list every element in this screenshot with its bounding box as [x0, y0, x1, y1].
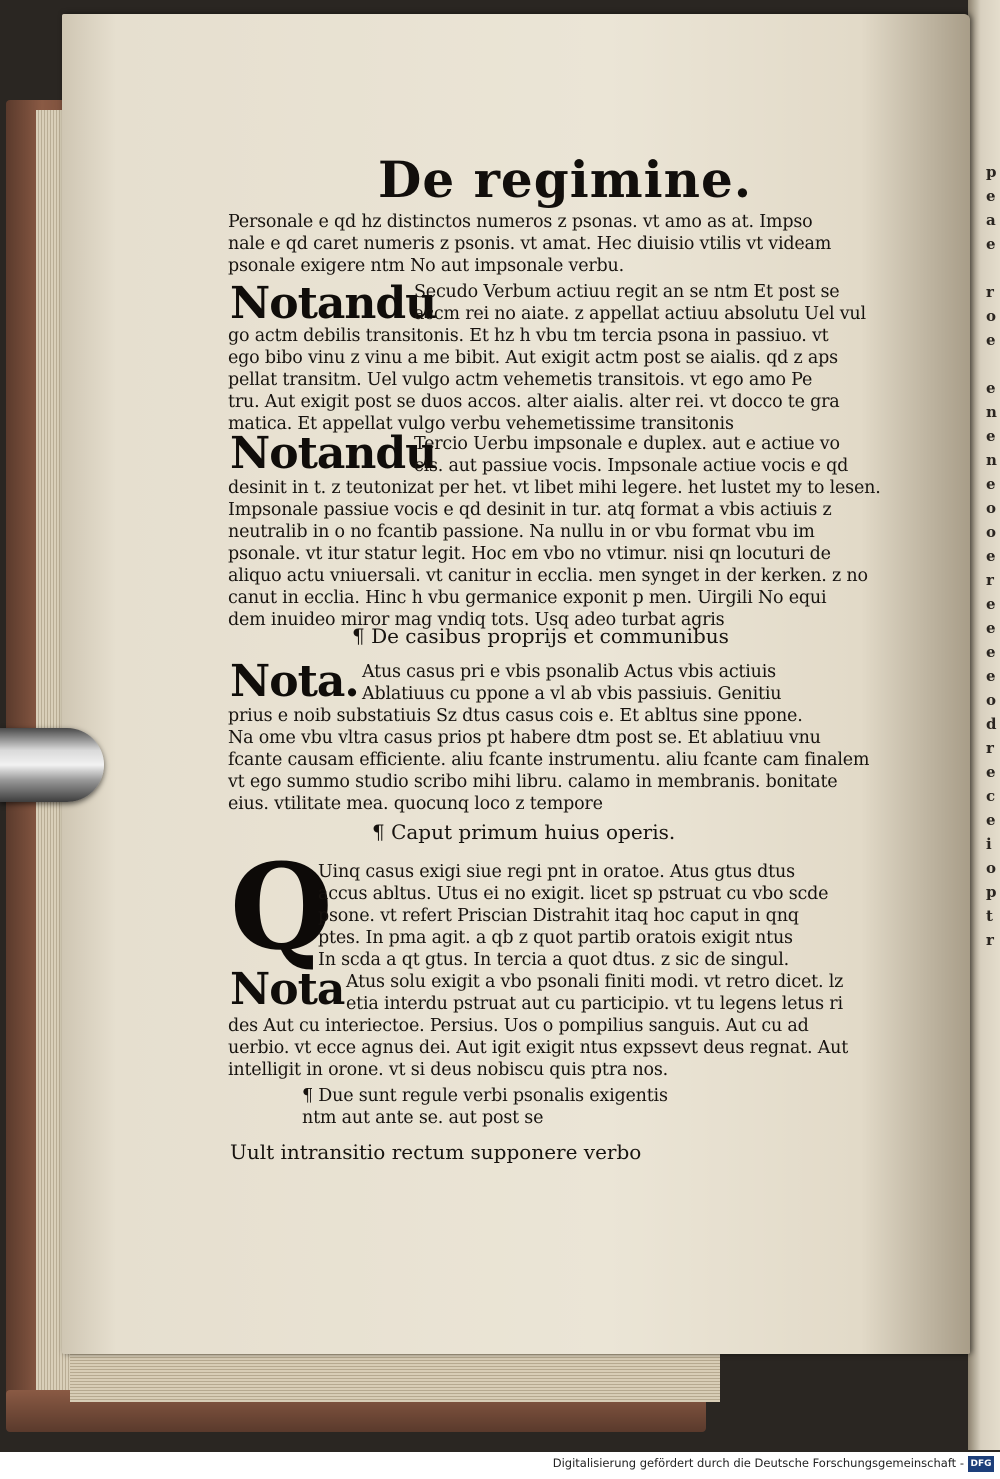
dfg-logo: DFG [968, 1456, 994, 1472]
section-heading-caput: ¶ Caput primum huius operis. [372, 820, 676, 844]
facing-page-text: p e a e r o e e n e n e o o e r e e e e o d r e c e i o p t r [986, 163, 997, 949]
text-line: neutralib in o no fcantib passione. Na nullu in or vbu format vbu im [228, 522, 815, 542]
nota-heading-2: Nota [230, 964, 345, 1015]
text-line: psonale. vt itur statur legit. Hoc em vbo no vtimur. nisi qn locuturi de [228, 544, 831, 564]
text-line: intelligit in orone. vt si deus nobiscu quis ptra nos. [228, 1060, 669, 1080]
text-line: matica. Et appellat vulgo verbu vehemetissime transitonis [228, 414, 734, 434]
verse-line: Uult intransitio rectum supponere verbo [230, 1140, 642, 1164]
text-line: eius. vtilitate mea. quocunq loco z tempore [228, 794, 603, 814]
text-line: Ablatiuus cu ppone a vl ab vbis passiuis. Genitiu [362, 684, 782, 704]
text-line: go actm debilis transitonis. Et hz h vbu tm tercia psona in passiuo. vt [228, 326, 829, 346]
text-line: nale e qd caret numeris z psonis. vt amat. Hec diuisio vtilis vt videam [228, 234, 832, 254]
text-line: cis. aut passiue vocis. Impsonale actiue vocis e qd [414, 456, 849, 476]
text-line: Tercio Uerbu impsonale e duplex. aut e actiue vo [414, 434, 840, 454]
text-line: uerbio. vt ecce agnus dei. Aut igit exigit ntus expssevt deus regnat. Aut [228, 1038, 849, 1058]
text-line: Atus casus pri e vbis psonalib Actus vbis actiuis [362, 662, 776, 682]
text-line: ntm aut ante se. aut post se [302, 1108, 544, 1128]
text-line: canut in ecclia. Hinc h vbu germanice exponit p men. Uirgili No equi [228, 588, 827, 608]
text-line: fcante causam efficiente. aliu fcante instrumentu. aliu fcante cam finalem [228, 750, 870, 770]
text-line: psone. vt refert Priscian Distrahit itaq hoc caput in qnq [318, 906, 799, 926]
text-line: psonale exigere ntm No aut impsonale verbu. [228, 256, 624, 276]
text-line: Secudo Verbum actiuu regit an se ntm Et post se [414, 282, 840, 302]
text-line: accus abltus. Utus ei no exigit. licet sp pstruat cu vbo scde [318, 884, 829, 904]
notandum-heading-2: Notandu [230, 428, 437, 479]
text-line: Personale e qd hz distinctos numeros z psonas. vt amo as at. Impso [228, 212, 813, 232]
text-line: etia interdu pstruat aut cu participio. vt tu legens letus ri [346, 994, 843, 1014]
section-heading-casibus: ¶ De casibus proprijs et communibus [352, 624, 729, 648]
page-heading: De regimine. [378, 150, 753, 209]
text-line: dem inuideo miror mag vndiq tots. Usq adeo turbat agris [228, 610, 725, 630]
text-line: In scda a qt gtus. In tercia a quot dtus. z sic de singul. [318, 950, 789, 970]
text-line: tru. Aut exigit post se duos accos. alter aialis. alter rei. vt docco te gra [228, 392, 840, 412]
text-line: aliquo actu vniuersali. vt canitur in ecclia. men synget in der kerken. z no [228, 566, 868, 586]
text-line: ego bibo vinu z vinu a me bibit. Aut exigit actm post se aialis. qd z aps [228, 348, 838, 368]
text-line: Uinq casus exigi siue regi pnt in oratoe. Atus gtus dtus [318, 862, 795, 882]
text-line: ptes. In pma agit. a qb z quot partib oratois exigit ntus [318, 928, 793, 948]
text-line: Na ome vbu vltra casus prios pt habere dtm post se. Et ablatiuu vnu [228, 728, 821, 748]
text-line: prius e noib substatiuis Sz dtus casus cois e. Et abltus sine ppone. [228, 706, 803, 726]
initial-letter-q: Q [230, 837, 333, 976]
nota-heading-1: Nota. [230, 656, 359, 707]
text-line: ¶ Due sunt regule verbi psonalis exigentis [302, 1086, 668, 1106]
bookmark-clip [0, 728, 104, 802]
text-line: Atus solu exigit a vbo psonali finiti modi. vt retro dicet. lz [346, 972, 844, 992]
text-line: Impsonale passiue vocis e qd desinit in tur. atq format a vbis actiuis z [228, 500, 832, 520]
text-line: vt ego summo studio scribo mihi libru. calamo in membranis. bonitate [228, 772, 838, 792]
text-line: des Aut cu interiectoe. Persius. Uos o pompilius sanguis. Aut cu ad [228, 1016, 809, 1036]
text-line: desinit in t. z teutonizat per het. vt libet mihi legere. het lustet my to lesen. [228, 478, 881, 498]
text-line: accm rei no aiate. z appellat actiuu absolutu Uel vul [414, 304, 866, 324]
notandum-heading-1: Notandu [230, 278, 437, 329]
text-line: pellat transitm. Uel vulgo actm vehemetis transitois. vt ego amo Pe [228, 370, 813, 390]
footer-credit: Digitalisierung gefördert durch die Deutsche Forschungsgemeinschaft - [552, 1456, 964, 1470]
